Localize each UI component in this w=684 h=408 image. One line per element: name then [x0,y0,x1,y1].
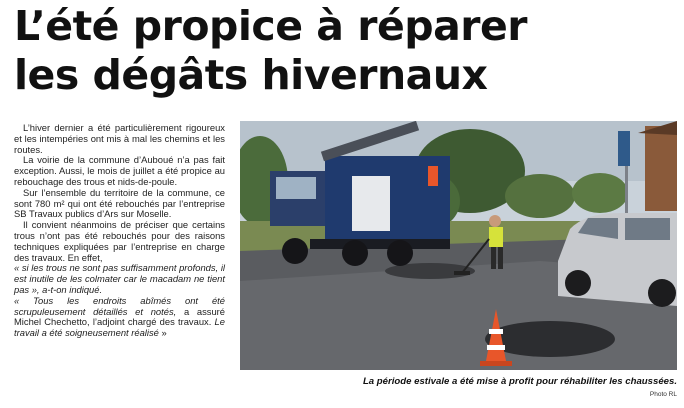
article-photo [240,121,677,370]
parked-car [558,213,677,307]
paragraph-2: La voirie de la commune d’Auboué n’a pas fait exception. Aussi, le mois de juillet a été propice au rebouchage des trous et nids-de-poule. [14,154,225,187]
paragraph-4: Il convient néanmoins de préciser que certains trous n’ont pas été rebouchés pour des raisons techniques expliquées par l’entreprise en charge des travaux. En effet, [14,219,225,263]
photo-credit: Photo RL [649,391,677,398]
quote-2-italic: « Tous les endroits abîmés ont été scrupuleusement détaillés et notés, [14,294,225,317]
quote-2-end: Le travail a été soigneusement réalisé [14,316,225,339]
asphalt-patch [485,321,615,357]
paragraph-3: Sur l’ensemble du territoire de la commune, ce sont 780 m² qui ont été rebouchés par l’entreprise SB Travaux publics d’Ars sur Moselle. [14,186,225,220]
quote-2-close: » [158,327,167,339]
paragraph-1: L’hiver dernier a été particulièrement rigoureux et les intempéries ont mis à mal les chemins et les routes. [14,122,225,155]
photo-caption: La période estivale a été mise à profit pour réhabiliter les chaussées. [362,376,677,387]
article-body [14,123,225,339]
safety-vest [489,227,503,247]
road-repair-scene [240,121,677,370]
quote-2 [14,296,225,339]
road-sign [618,131,630,166]
house [645,126,677,211]
quote-2-attribution: a assuré Michel Chechetto, l’adjoint chargé des travaux. [14,305,225,328]
headline-line-1: L’été propice à réparer [14,2,528,50]
headline [14,2,674,100]
headline-line-2: les dégâts hivernaux [14,51,488,99]
quote-1: « si les trous ne sont pas suffisamment profonds, il est inutile de les colmater car le macadam ne tient pas », a-t-on indiqué. [14,262,225,295]
